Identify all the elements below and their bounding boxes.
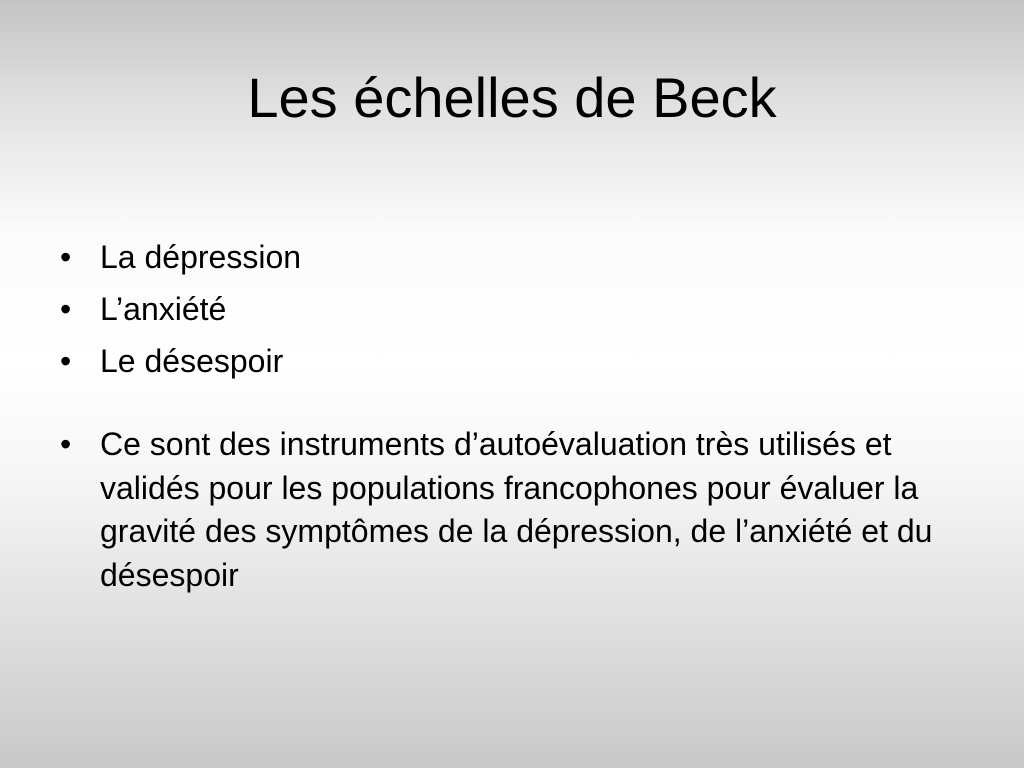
- bullet-text: Le désespoir: [100, 343, 284, 379]
- bullet-icon: •: [60, 426, 72, 462]
- bullet-text: La dépression: [100, 239, 302, 275]
- bullet-list: [0, 236, 1024, 606]
- bullet-item-depression: [0, 236, 1024, 279]
- bullet-icon: •: [60, 343, 72, 379]
- bullet-item-hopelessness: [0, 340, 1024, 383]
- bullet-icon: •: [60, 239, 72, 275]
- slide-title: Les échelles de Beck: [247, 66, 777, 129]
- bullet-item-anxiety: [0, 288, 1024, 331]
- bullet-text: L’anxiété: [100, 291, 227, 327]
- bullet-icon: •: [60, 291, 72, 327]
- bullet-item-description: [0, 423, 1024, 597]
- bullet-text: Ce sont des instruments d’autoévaluation très utilisés et validés pour les populations francophones pour évaluer la gravité des symptômes de la dépression, de l’anxiété et du désespoir: [100, 426, 933, 593]
